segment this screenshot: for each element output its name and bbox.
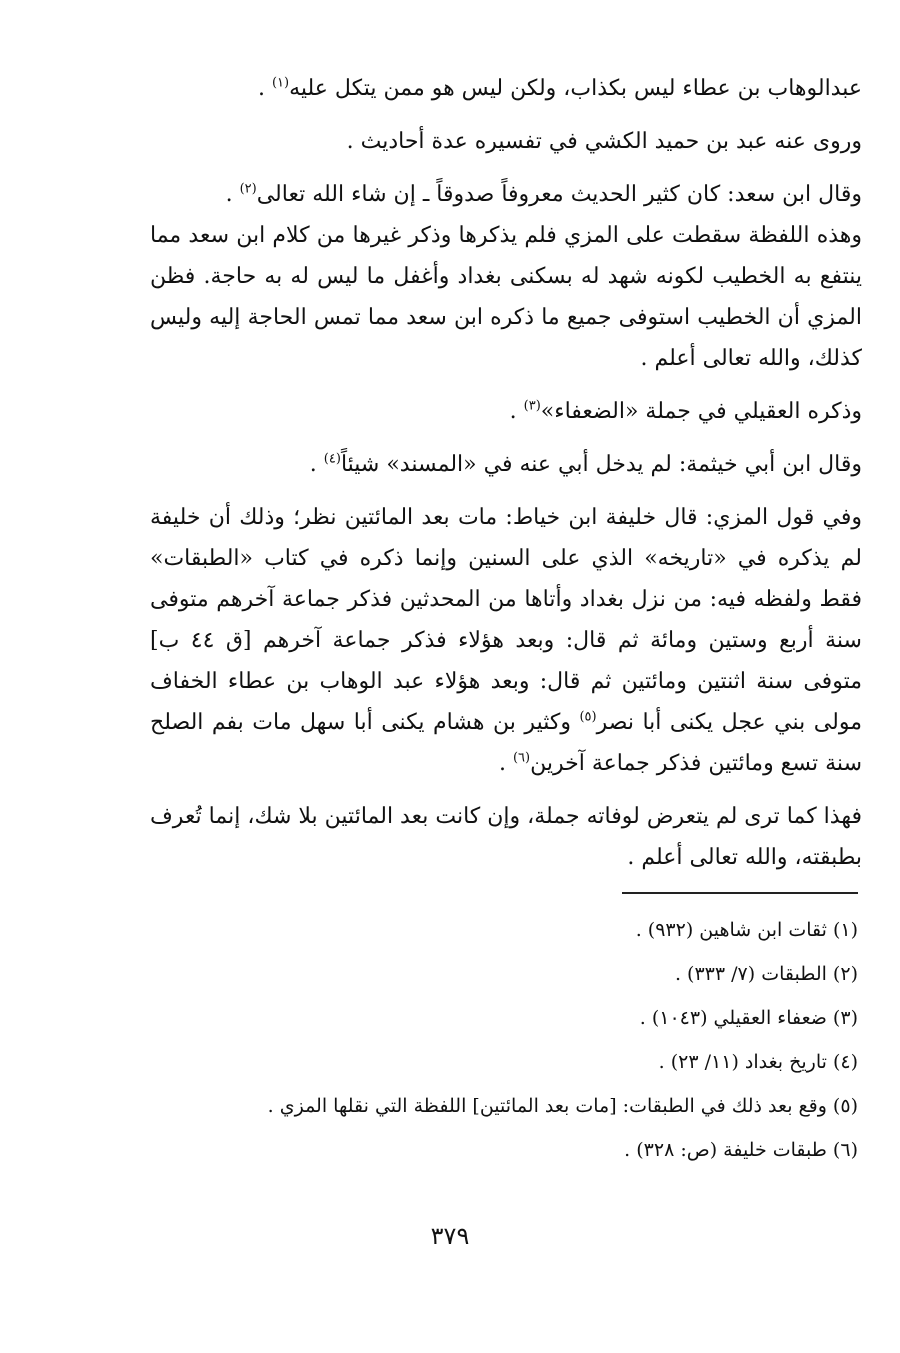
paragraph-5 (150, 391, 862, 432)
footnote-ref-6: (٦) (512, 750, 531, 766)
main-text (150, 68, 862, 878)
footnote-4: (٤) تاريخ بغداد (١١/ ٢٣) . (658, 1051, 858, 1073)
paragraph-7-text-b: وكثير بن هشام يكنى أبا سهل مات بفم الصلح سنة تسع ومائتين فذكر جماعة آخرين (150, 710, 862, 776)
paragraph-7-text-a: وفي قول المزي: قال خليفة ابن خياط: مات بعد المائتين نظر؛ وذلك أن خليفة لم يذكره في «تاريخه» الذي على السنين وإنما ذكره في كتاب «الطبقات» فقط ولفظه فيه: من نزل بغداد وأتاها من المحدثين فذكر جماعة آخرهم متوفى سنة أربع وستين ومائة ثم قال: وبعد هؤلاء فذكر جماعة آخرهم [ق ٤٤ ب] متوفى سنة اثنتين ومائتين ثم قال: وبعد هؤلاء عبد الوهاب بن عطاء الخفاف مولى بني عجل يكنى أبا نصر (150, 505, 862, 735)
paragraph-3 (150, 174, 862, 215)
paragraph-6-text: وقال ابن أبي خيثمة: لم يدخل أبي عنه في «المسند» شيئاً (340, 452, 862, 477)
paragraph-5-text: وذكره العقيلي في جملة «الضعفاء» (540, 399, 862, 424)
footnote-3: (٣) ضعفاء العقيلي (١٠٤٣) . (639, 1007, 858, 1029)
paragraph-7-end: . (498, 751, 513, 776)
paragraph-1 (150, 68, 862, 109)
paragraph-2: وروى عنه عبد بن حميد الكشي في تفسيره عدة أحاديث . (346, 129, 862, 154)
footnote-5: (٥) وقع بعد ذلك في الطبقات: [مات بعد المائتين] اللفظة التي نقلها المزي . (267, 1095, 858, 1117)
footnote-ref-2: (٢) (239, 181, 257, 197)
footnote-ref-1: (١) (271, 75, 290, 91)
paragraph-1-text: عبدالوهاب بن عطاء ليس بكذاب، ولكن ليس هو ممن يتكل عليه (289, 76, 862, 101)
paragraph-5-end: . (509, 399, 524, 424)
footnote-ref-4: (٤) (323, 451, 341, 467)
paragraph-8: فهذا كما ترى لم يتعرض لوفاته جملة، وإن كانت بعد المائتين بلا شك، إنما تُعرف بطبقته، والله تعالى أعلم . (150, 804, 862, 870)
paragraph-6 (150, 444, 862, 485)
footnote-6: (٦) طبقات خليفة (ص: ٣٢٨) . (624, 1139, 858, 1161)
paragraph-4: وهذه اللفظة سقطت على المزي فلم يذكرها وذكر غيرها من كلام ابن سعد مما ينتفع به الخطيب لكونه شهد له بسكنى بغداد وأغفل ما ليس له به حاجة. فظن المزي أن الخطيب استوفى جميع ما ذكره ابن سعد مما تمس الحاجة إليه وليس كذلك، والله تعالى أعلم . (150, 223, 862, 371)
paragraph-7 (150, 497, 862, 784)
paragraph-3-text: وقال ابن سعد: كان كثير الحديث معروفاً صدوقاً ـ إن شاء الله تعالى (256, 182, 862, 207)
footnote-1: (١) ثقات ابن شاهين (٩٣٢) . (635, 919, 858, 941)
footnote-ref-3: (٣) (523, 398, 541, 414)
paragraph-1-end: . (257, 76, 272, 101)
footnotes (150, 908, 858, 1172)
footnote-ref-5: (٥) (579, 709, 597, 725)
footnote-2: (٢) الطبقات (٧/ ٣٣٣) . (674, 963, 858, 985)
page-number: ٣٧٩ (430, 1222, 470, 1250)
paragraph-3-end: . (225, 182, 240, 207)
paragraph-6-end: . (309, 452, 324, 477)
footnote-divider (622, 892, 858, 894)
